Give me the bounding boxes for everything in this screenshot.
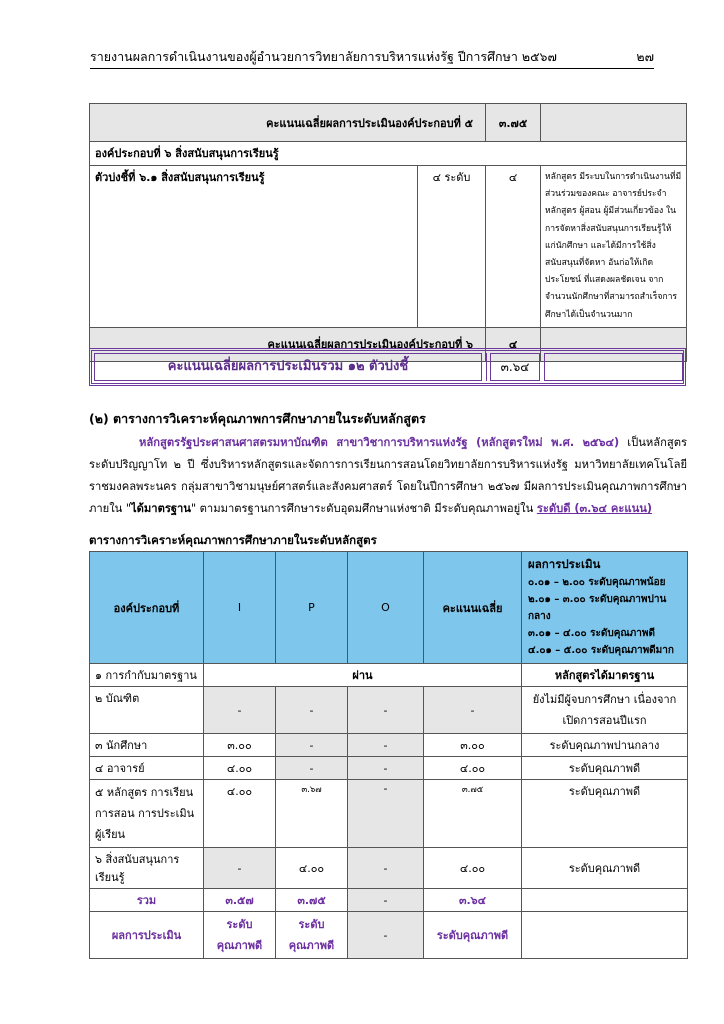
section-paragraph: หลักสูตรรัฐประศาสนศาสตรมหาบัณฑิต สาขาวิชาการบริหารแห่งรัฐ (หลักสูตรใหม่ พ.ศ. ๒๕๖๔) เป็นหลักสูตรระดับปริญญาโท ๒ ปี ซึ่งบริหารหลักสูตรและจัดการการเรียนการสอนโดยวิทยาลัยการบริหารแห่งรัฐ มหาวิทยาลัยเทคโนโลยีราชมงคลพระนคร กลุ่มสาขาวิชามนุษย์ศาสตร์และสังคมศาสตร์ โดยในปีการศึกษา ๒๕๖๗ มีผลการประเมินคุณภาพการศึกษาภายใน "ได้มาตรฐาน" ตามมาตรฐานการศึกษาระดับอุดมศึกษาแห่งชาติ มีระดับคุณภาพอยู่ใน ระดับดี (๓.๖๔ คะแนน) [89, 436, 687, 515]
scale-very-good: ๔.๐๑ – ๕.๐๐ ระดับคุณภาพดีมาก [528, 645, 674, 656]
quality-level: ระดับดี (๓.๖๔ คะแนน) [536, 502, 652, 515]
page-header [90, 43, 654, 69]
table-row: ๕ หลักสูตร การเรียนการสอน การประเมินผู้เรียน ๔.๐๐ ๓.๖๗ - ๓.๗๕ ระดับคุณภาพดี [90, 780, 688, 848]
overall-total-label: คะแนนเฉลี่ยผลการประเมินรวม ๑๒ ตัวบ่งชี้ [94, 353, 482, 381]
overall-total-box [89, 348, 686, 386]
avg-comp6-label: คะแนนเฉลี่ยผลการประเมินองค์ประกอบที่ ๖ [90, 327, 486, 361]
indicator-6-1-score: ๔ [486, 166, 541, 328]
standard-status: ได้มาตรฐาน [131, 502, 191, 515]
indicator-table [89, 103, 687, 362]
scale-good: ๓.๐๑ – ๔.๐๐ ระดับคุณภาพดี [528, 628, 655, 639]
table-row: ๔ อาจารย์ ๔.๐๐ - - ๔.๐๐ ระดับคุณภาพดี [90, 757, 688, 780]
analysis-table-title: ตารางการวิเคราะห์คุณภาพการศึกษาภายในระดับหลักสูตร [89, 533, 377, 547]
report-title: รายงานผลการดำเนินงานของผู้อำนวยการวิทยาลัยการบริหารแห่งรัฐ ปีการศึกษา ๒๕๖๗ [90, 49, 557, 64]
col-i-header: I [204, 552, 276, 664]
table-row-total: รวม ๓.๕๗ ๓.๗๕ - ๓.๖๔ [90, 889, 688, 912]
col-p-header: P [276, 552, 348, 664]
col-result-header: ผลการประเมิน ๐.๐๑ – ๒.๐๐ ระดับคุณภาพน้อย ๒.๐๑ – ๓.๐๐ ระดับคุณภาพปานกลาง ๓.๐๑ – ๔.๐๐ ระดับคุณภาพดี ๔.๐๑ – ๕.๐๐ ระดับคุณภาพดีมาก [522, 552, 688, 664]
section-heading: (๒) ตารางการวิเคราะห์คุณภาพการศึกษาภายในระดับหลักสูตร [89, 411, 426, 426]
col-component-header: องค์ประกอบที่ [90, 552, 204, 664]
component6-title: องค์ประกอบที่ ๖ สิ่งสนับสนุนการเรียนรู้ [90, 142, 687, 166]
indicator-6-1-note: หลักสูตร มีระบบในการดำเนินงานที่มีส่วนร่วมของคณะ อาจารย์ประจำหลักสูตร ผู้สอน ผู้มีส่วนเกี่ยวข้อง ในการจัดหาสิ่งสนับสนุนการเรียนรู้ให้แก่นักศึกษา และได้มีการใช้สิ่งสนับสนุนที่จัดหา อันก่อให้เกิดประโยชน์ ที่แสดงผลชัดเจน จากจำนวนนักศึกษาที่สามารถสำเร็จการศึกษาได้เป็นจำนวนมาก [541, 166, 687, 328]
scale-medium: ๒.๐๑ – ๓.๐๐ ระดับคุณภาพปานกลาง [528, 594, 667, 622]
indicator-6-1-level: ๔ ระดับ [418, 166, 486, 328]
table-row-evaluation: ผลการประเมิน ระดับคุณภาพดี ระดับคุณภาพดี - ระดับคุณภาพดี [90, 912, 688, 959]
col-avg-header: คะแนนเฉลี่ย [424, 552, 522, 664]
avg-comp5-label: คะแนนเฉลี่ยผลการประเมินองค์ประกอบที่ ๕ [90, 104, 486, 142]
table-row: ๖ สิ่งสนับสนุนการเรียนรู้ - ๔.๐๐ - ๔.๐๐ ระดับคุณภาพดี [90, 848, 688, 889]
scale-low: ๐.๐๑ – ๒.๐๐ ระดับคุณภาพน้อย [528, 577, 666, 588]
overall-total-value: ๓.๖๔ [490, 353, 540, 381]
avg-comp5-value: ๓.๗๕ [486, 104, 541, 142]
indicator-6-1-label: ตัวบ่งชี้ที่ ๖.๑ สิ่งสนับสนุนการเรียนรู้ [90, 166, 418, 328]
table-row: ๑ การกำกับมาตรฐาน ผ่าน หลักสูตรได้มาตรฐาน [90, 664, 688, 687]
avg-comp6-value: ๔ [486, 327, 541, 361]
table-row: ๒ บัณฑิต - - - - ยังไม่มีผู้จบการศึกษา เนื่องจากเปิดการสอนปีแรก [90, 687, 688, 734]
quality-analysis-table [89, 551, 688, 959]
program-name: หลักสูตรรัฐประศาสนศาสตรมหาบัณฑิต สาขาวิชาการบริหารแห่งรัฐ (หลักสูตรใหม่ พ.ศ. ๒๕๖๔) [139, 436, 620, 449]
col-o-header: O [348, 552, 424, 664]
table-row: ๓ นักศึกษา ๓.๐๐ - - ๓.๐๐ ระดับคุณภาพปานกลาง [90, 734, 688, 757]
page-number: ๒๗ [636, 49, 654, 64]
